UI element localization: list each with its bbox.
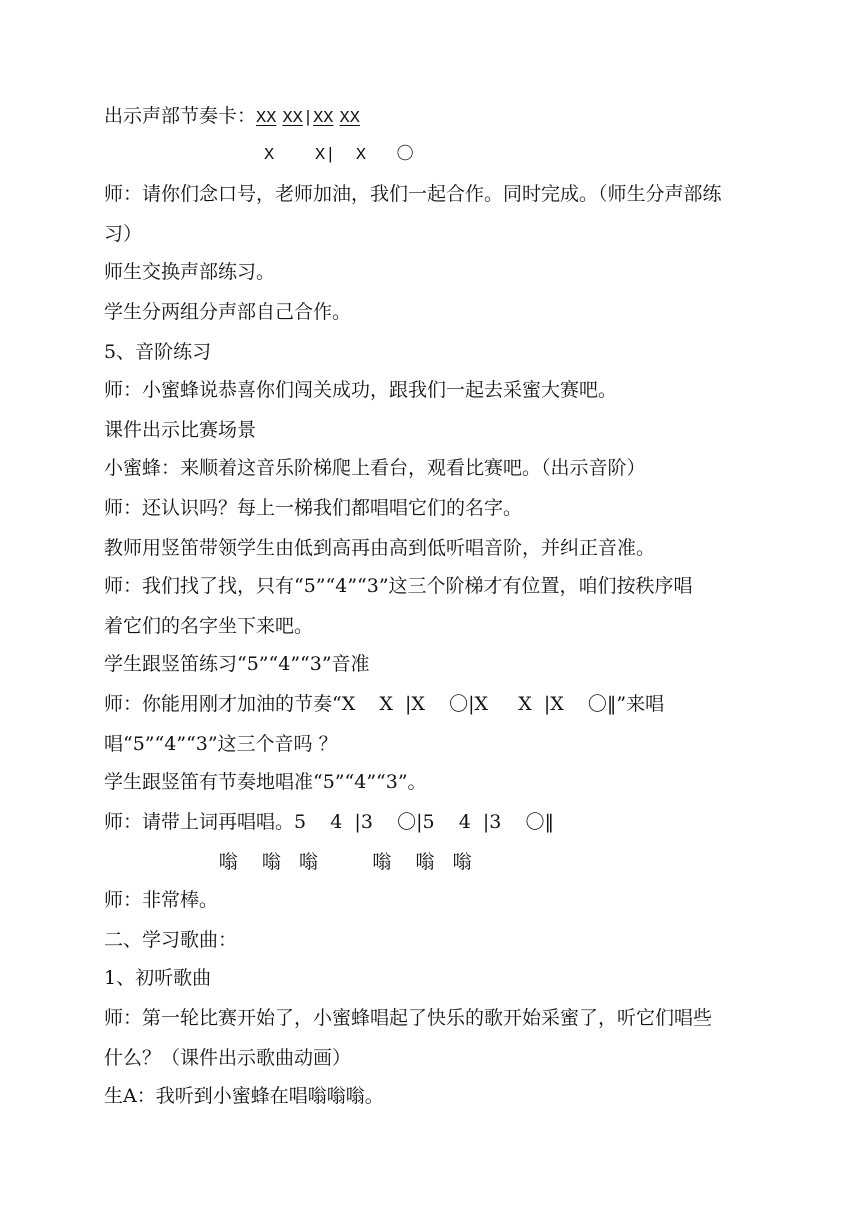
rhythm-card-label: 出示声部节奏卡： <box>104 105 257 127</box>
text-line: 师：第一轮比赛开始了，小蜜蜂唱起了快乐的歌开始采蜜了，听它们唱些 <box>104 1007 713 1029</box>
text-line: 学生跟竖笛有节奏地唱准“5”“4”“3”。 <box>104 771 427 793</box>
rhythm-card-line-1 <box>104 104 764 131</box>
bar-line: | <box>302 109 314 128</box>
text-line: 学生分两组分声部自己合作。 <box>104 301 352 323</box>
text-line: 师：非常棒。 <box>104 889 219 911</box>
rhythm-group: XX <box>339 109 360 128</box>
text-line: 生A：我听到小蜜蜂在唱嗡嗡嗡。 <box>104 1085 384 1107</box>
text-line: 师：请你们念口号，老师加油，我们一起合作。同时完成。（师生分声部练 <box>104 183 722 205</box>
text-line: 着它们的名字坐下来吧。 <box>104 615 314 637</box>
text-line: 小蜜蜂：来顺着这音乐阶梯爬上看台，观看比赛吧。（出示音阶） <box>104 457 646 479</box>
text-line: 师：小蜜蜂说恭喜你们闯关成功，跟我们一起去采蜜大赛吧。 <box>104 379 618 401</box>
lyrics-line: 嗡 嗡 嗡 嗡 嗡 嗡 <box>104 851 472 873</box>
section-heading: 5、音阶练习 <box>104 341 212 363</box>
text-line: 学生跟竖笛练习“5”“4”“3”音准 <box>104 653 370 675</box>
rhythm-group: XX <box>256 109 277 128</box>
section-heading: 二、学习歌曲： <box>104 929 238 951</box>
text-line: 教师用竖笛带领学生由低到高再由高到低听唱音阶，并纠正音准。 <box>104 537 656 559</box>
rhythm-group: XX <box>282 109 303 128</box>
text-line: 什么？（课件出示歌曲动画） <box>104 1047 352 1069</box>
text-line: 唱“5”“4”“3”这三个音吗 ？ <box>104 733 338 755</box>
rhythm-card-line-2: X X| X 〇 <box>264 146 414 165</box>
text-line: 师：我们找了找，只有“5”“4”“3”这三个阶梯才有位置，咱们按秩序唱 <box>104 575 693 597</box>
rhythm-group: XX <box>313 109 334 128</box>
text-line: 课件出示比赛场景 <box>104 419 257 441</box>
text-line: 师：你能用刚才加油的节奏“X X |X 〇|X X |X 〇‖”来唱 <box>104 693 665 715</box>
text-line: 师：请带上词再唱唱。5 4 |3 〇|5 4 |3 〇‖ <box>104 811 555 833</box>
text-line: 师：还认识吗？每上一梯我们都唱唱它们的名字。 <box>104 497 523 519</box>
text-line: 习） <box>104 223 143 245</box>
section-heading: 1、初听歌曲 <box>104 967 212 989</box>
text-line: 师生交换声部练习。 <box>104 261 276 283</box>
